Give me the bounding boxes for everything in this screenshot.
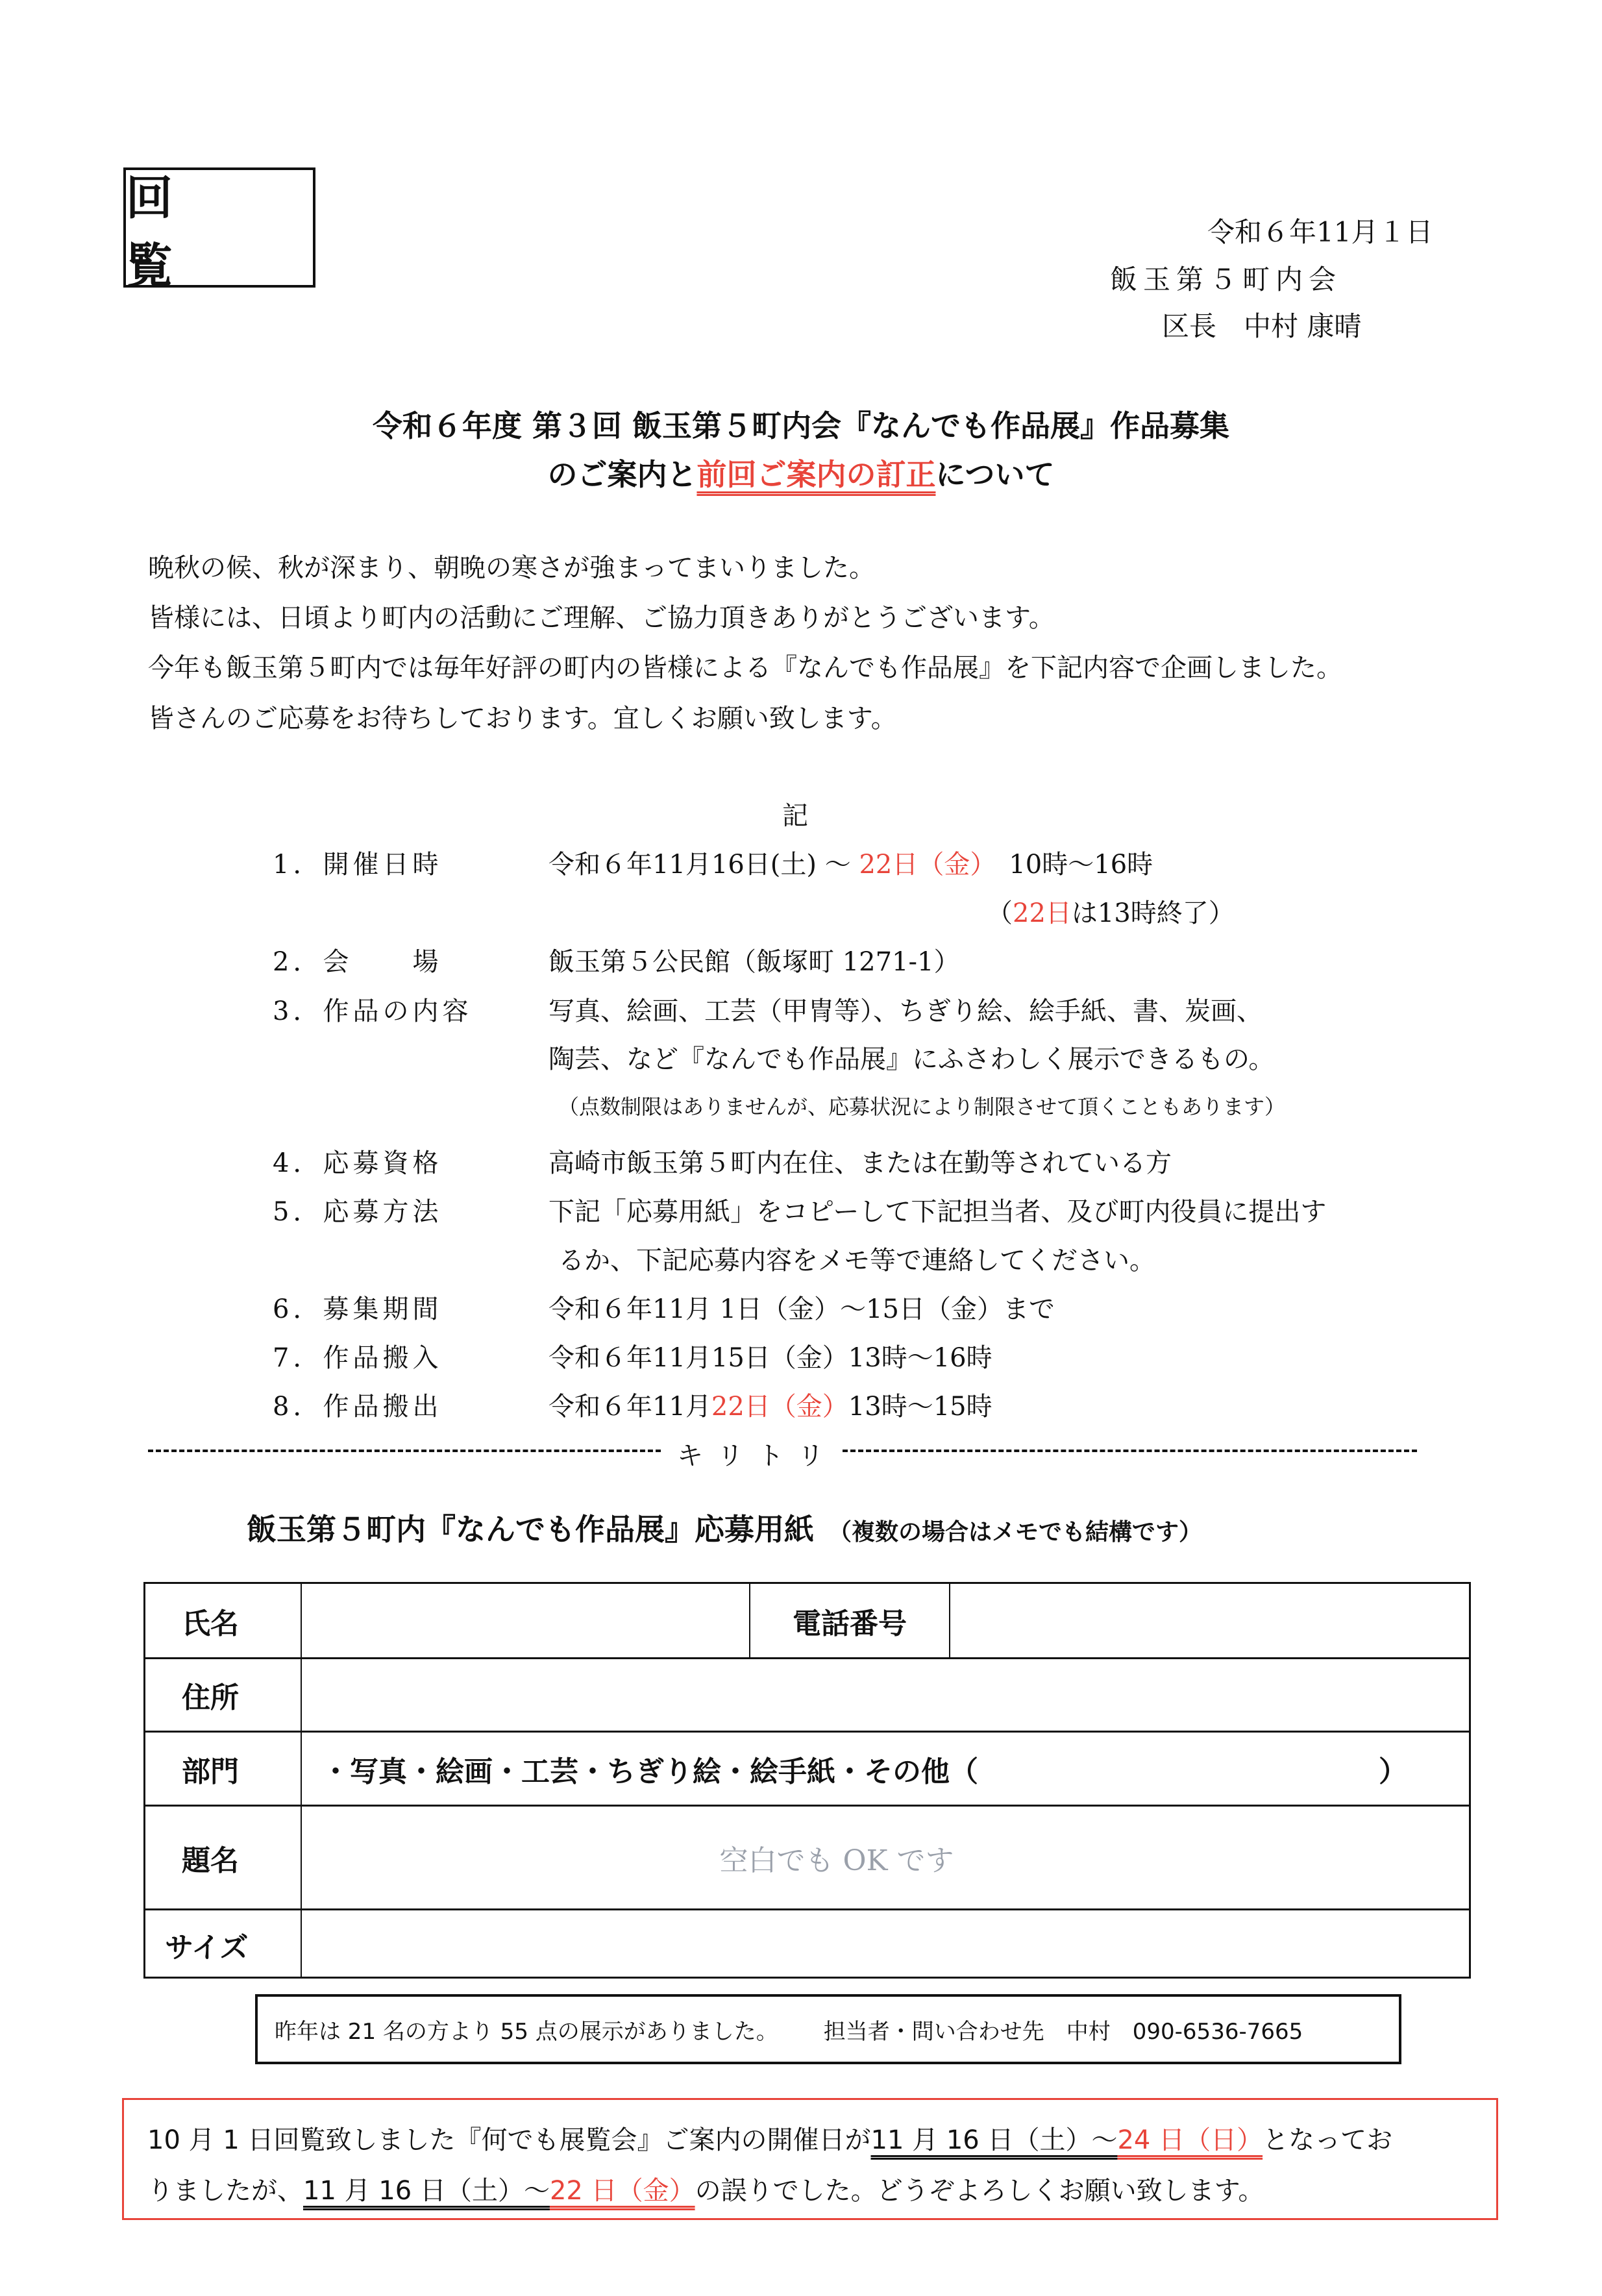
cut-line (148, 1438, 1417, 1471)
form-title (247, 1506, 1202, 1549)
item-value-method-1: 下記「応募用紙」をコピーして下記担当者、及び町内役員に提出す (548, 1197, 1327, 1227)
note-open: （ (987, 898, 1013, 928)
cut-line-dashes-left (148, 1450, 661, 1452)
pickup-month: 令和６年11月 (548, 1392, 711, 1422)
note-day-red: 22日 (1013, 898, 1072, 928)
item-value-period: 令和６年11月 1日（金）～15日（金）まで (548, 1294, 1055, 1324)
chief-name: 区長 中村 康晴 (1162, 310, 1362, 342)
last-year-stats: 昨年は 21 名の方より 55 点の展示がありました。 (275, 2018, 778, 2045)
item-label-period: 6．募集期間 (273, 1294, 443, 1324)
title-prefix: のご案内と (547, 457, 697, 492)
dates-end-corrected: 22日（金） (859, 850, 983, 880)
phone-label: 電話番号 (749, 1584, 950, 1657)
name-field[interactable] (302, 1584, 804, 1657)
phone-field[interactable] (950, 1584, 1469, 1657)
item-value-pickup (548, 1386, 992, 1423)
page-title-line2 (0, 451, 1602, 494)
form-title-main: 飯玉第５町内『なんでも作品展』応募用紙 (247, 1512, 814, 1547)
form-row-title (145, 1807, 1469, 1910)
item-value-venue: 飯玉第５公民館（飯塚町 1271-1） (548, 947, 960, 977)
organization-name: 飯玉第５町内会 (1110, 264, 1342, 295)
notice-text: の誤りでした。どうぞよろしくお願い致します。 (695, 2176, 1264, 2206)
item-label-pickup: 8．作品搬出 (273, 1392, 443, 1422)
title-field[interactable]: 空白でも OK です (719, 1844, 954, 1877)
dates-hours: 10時～16時 (983, 850, 1153, 880)
item-label-content: 3．作品の内容 (273, 996, 473, 1026)
item-note-dates (987, 893, 1235, 930)
circular-stamp-box (123, 167, 315, 293)
name-label: 氏名 (145, 1584, 302, 1657)
title-correction-highlight: 前回ご案内の訂正 (696, 457, 936, 492)
dates-start: 令和６年11月16日(土) ～ (548, 850, 859, 880)
ki-heading: 記 (782, 801, 808, 831)
cut-line-label: キリトリ (677, 1441, 838, 1471)
item-note-content: （点数制限はありませんが、応募状況により制限させて頂くこともあります） (558, 1094, 1286, 1119)
item-value-dates (548, 844, 1153, 881)
pickup-hours: 13時～15時 (848, 1392, 992, 1422)
size-field[interactable] (302, 1910, 1469, 1979)
item-label-eligibility: 4．応募資格 (273, 1148, 443, 1178)
title-label: 題名 (145, 1807, 302, 1908)
contact-info: 担当者・問い合わせ先 中村 090-6536-7665 (823, 2018, 1303, 2045)
notice-wrong-end: 24 日（日） (1117, 2125, 1263, 2155)
item-label-method: 5．応募方法 (273, 1197, 443, 1227)
notice-text: りましたが、 (147, 2176, 303, 2206)
item-value-content-1: 写真、絵画、工芸（甲冑等）、ちぎり絵、絵手紙、書、炭画、 (548, 996, 1263, 1026)
address-field[interactable] (302, 1659, 1469, 1731)
form-title-note: （複数の場合はメモでも結構です） (828, 1519, 1203, 1546)
notice-line-1 (147, 2119, 1392, 2156)
cut-line-dashes-right (843, 1450, 1417, 1452)
pickup-day-corrected: 22日（金） (711, 1392, 848, 1422)
intro-line: 皆様には、日頃より町内の活動にご理解、ご協力頂きありがとうございます。 (148, 603, 1055, 633)
department-label: 部門 (145, 1733, 302, 1805)
form-row-name (145, 1584, 1469, 1659)
item-value-method-2: るか、下記応募内容をメモ等で連絡してください。 (558, 1246, 1155, 1276)
notice-wrong-start: 11 月 16 日（土）～ (870, 2125, 1118, 2155)
item-value-delivery: 令和６年11月15日（金）13時～16時 (548, 1343, 992, 1373)
item-label-dates: 1．開催日時 (273, 850, 443, 880)
department-other-close: ） (1379, 1755, 1407, 1788)
department-options[interactable] (302, 1733, 1469, 1805)
item-label-delivery: 7．作品搬入 (273, 1343, 443, 1373)
page-title-line1: 令和６年度 第３回 飯玉第５町内会『なんでも作品展』作品募集 (372, 408, 1230, 443)
notice-correct-end: 22 日（金） (549, 2176, 695, 2206)
issue-date: 令和６年11月１日 (1207, 216, 1433, 248)
title-suffix: について (935, 457, 1055, 492)
form-row-address (145, 1659, 1469, 1733)
address-label: 住所 (145, 1659, 302, 1731)
notice-correct-start: 11 月 16 日（土）～ (303, 2176, 550, 2206)
application-form-table (143, 1582, 1471, 1979)
info-box (255, 1994, 1401, 2064)
form-row-department (145, 1733, 1469, 1807)
item-value-eligibility: 高崎市飯玉第５町内在住、または在勤等されている方 (548, 1148, 1172, 1178)
intro-line: 皆さんのご応募をお待ちしております。宜しくお願い致します。 (148, 704, 897, 734)
circular-stamp-text: 回 覧 (126, 170, 298, 293)
notice-line-2 (147, 2170, 1264, 2207)
notice-text: となってお (1263, 2125, 1393, 2155)
intro-line: 今年も飯玉第５町内では毎年好評の町内の皆様による『なんでも作品展』を下記内容で企画しました。 (148, 653, 1342, 683)
notice-text: 10 月 1 日回覧致しました『何でも展覧会』ご案内の開催日が (147, 2125, 871, 2155)
form-row-size (145, 1910, 1469, 1979)
correction-notice (122, 2098, 1498, 2220)
size-label: サイズ (145, 1910, 302, 1979)
intro-line: 晩秋の候、秋が深まり、朝晩の寒さが強まってまいりました。 (148, 553, 875, 583)
department-options-text: ・写真・絵画・工芸・ちぎり絵・絵手紙・その他（ (321, 1755, 978, 1788)
item-value-content-2: 陶芸、など『なんでも作品展』にふさわしく展示できるもの。 (548, 1044, 1275, 1074)
note-rest: は13時終了） (1071, 898, 1235, 928)
item-label-venue: 2．会 場 (273, 947, 443, 977)
